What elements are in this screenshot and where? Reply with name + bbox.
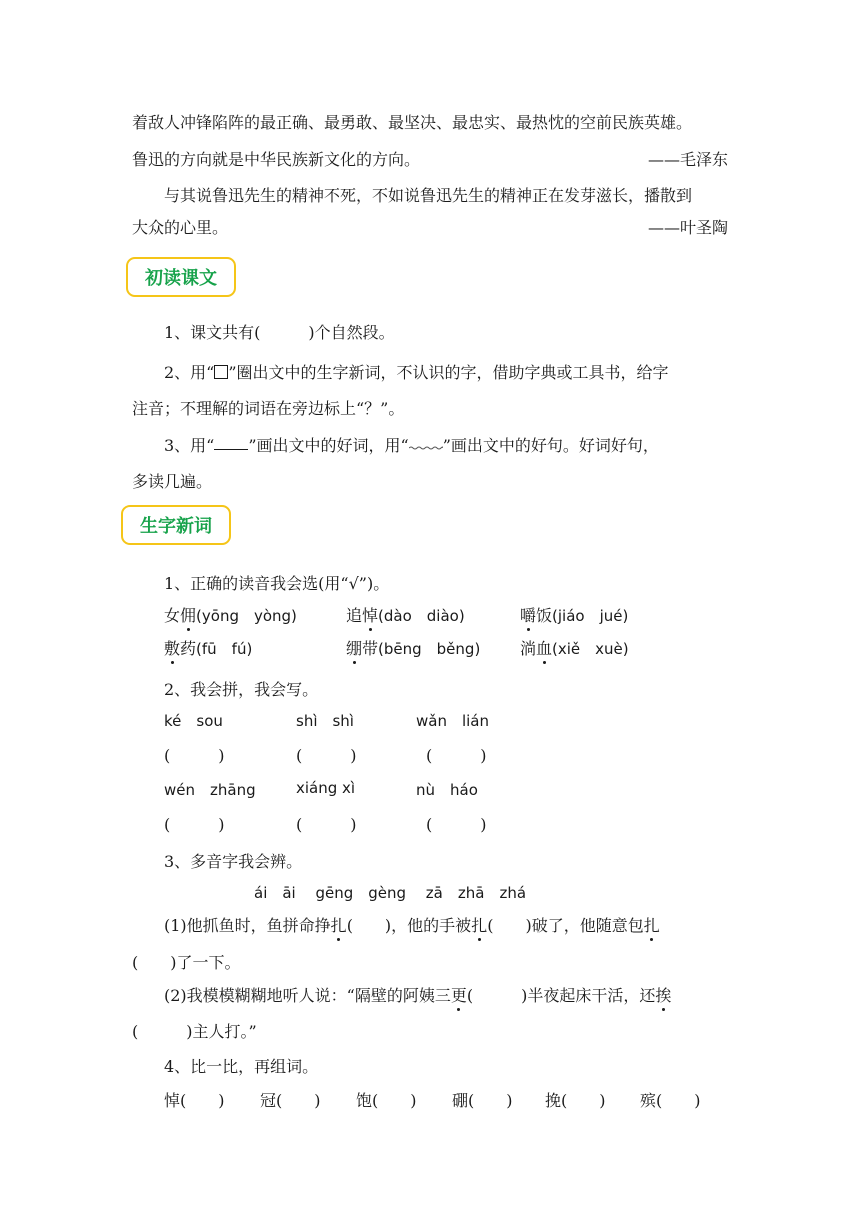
answer-blank[interactable]: ( ) <box>296 815 357 834</box>
answer-blank[interactable]: ( ) <box>164 746 225 765</box>
task-circle-new-words-cont: 注音；不理解的词语在旁边标上“？”。 <box>132 399 405 418</box>
polyphonic-sentence-1: (1)他抓鱼时，鱼拼命挣扎( )，他的手被扎( )破了，他随意包扎 <box>164 913 660 936</box>
answer-blank[interactable]: ( ) <box>164 815 225 834</box>
section-heading-first-reading <box>126 257 236 297</box>
pinyin-prompt: nù háo <box>416 781 478 799</box>
section-heading-new-words <box>121 505 231 545</box>
section-heading-text: 初读课文 <box>145 268 217 289</box>
quote-signature-ye: ——叶圣陶 <box>647 218 728 237</box>
compare-item[interactable]: 挽( ) <box>545 1091 606 1110</box>
task-mark-good-words-cont: 多读几遍。 <box>132 472 213 491</box>
pinyin-prompt: wén zhāng <box>164 781 256 799</box>
wavy-underline-icon <box>409 440 443 450</box>
quote-line-3: 与其说鲁迅先生的精神不死，不如说鲁迅先生的精神正在发芽滋长，播散到 <box>164 186 693 205</box>
compare-item[interactable]: 殡( ) <box>640 1091 701 1110</box>
pinyin-prompt: xiáng xì <box>296 779 356 797</box>
task-mark-good-words: 3、用“ ”画出文中的好词，用“ ”画出文中的好句。好词好句， <box>164 436 659 455</box>
quote-line-2: 鲁迅的方向就是中华民族新文化的方向。 <box>132 150 421 169</box>
circle-mark-icon <box>214 365 228 379</box>
answer-blank[interactable]: ( ) <box>426 815 487 834</box>
task-compare-words: 4、比一比，再组词。 <box>164 1057 319 1076</box>
task-polyphonic: 3、多音字我会辨。 <box>164 852 303 871</box>
quote-line-1: 着敌人冲锋陷阵的最正确、最勇敢、最坚决、最忠实、最热忱的空前民族英雄。 <box>132 113 693 132</box>
pron-item: 淌血(xiě xuè) <box>520 636 629 659</box>
compare-item[interactable]: 饱( ) <box>356 1091 417 1110</box>
pron-item: 女佣(yōng yòng) <box>164 603 297 626</box>
pinyin-prompt: shì shì <box>296 712 354 730</box>
task-spell-and-write: 2、我会拼，我会写。 <box>164 680 319 699</box>
compare-item[interactable]: 冠( ) <box>260 1091 321 1110</box>
answer-blank[interactable]: ( ) <box>296 746 357 765</box>
polyphonic-sentence-1-cont: ( )了一下。 <box>132 953 241 972</box>
task-circle-new-words: 2、用“ ”圈出文中的生字新词，不认识的字，借助字典或工具书，给字 <box>164 363 669 382</box>
compare-item[interactable]: 悼( ) <box>164 1091 225 1110</box>
straight-underline-icon <box>214 439 248 450</box>
compare-item[interactable]: 硼( ) <box>452 1091 513 1110</box>
pinyin-prompt: ké sou <box>164 712 223 730</box>
answer-blank[interactable]: ( ) <box>426 746 487 765</box>
polyphonic-options: ái āi gēng gèng zā zhā zhá <box>254 884 527 902</box>
quote-line-4: 大众的心里。 <box>132 218 229 237</box>
polyphonic-sentence-2: (2)我模模糊糊地听人说：“隔壁的阿姨三更( )半夜起床干活，还挨 <box>164 983 671 1006</box>
task-choose-pronunciation: 1、正确的读音我会选(用“√”)。 <box>164 574 390 593</box>
pron-item: 追悼(dào diào) <box>346 603 465 626</box>
pinyin-prompt: wǎn lián <box>416 712 490 730</box>
polyphonic-sentence-2-cont: ( )主人打。” <box>132 1022 257 1041</box>
task-paragraph-count: 1、课文共有( )个自然段。 <box>164 323 395 342</box>
pron-item: 嚼饭(jiáo jué) <box>520 603 628 626</box>
pron-item: 绷带(bēng běng) <box>346 636 480 659</box>
quote-signature-mao: ——毛泽东 <box>647 150 728 169</box>
pron-item: 敷药(fū fú) <box>164 636 252 659</box>
section-heading-text: 生字新词 <box>140 516 212 537</box>
